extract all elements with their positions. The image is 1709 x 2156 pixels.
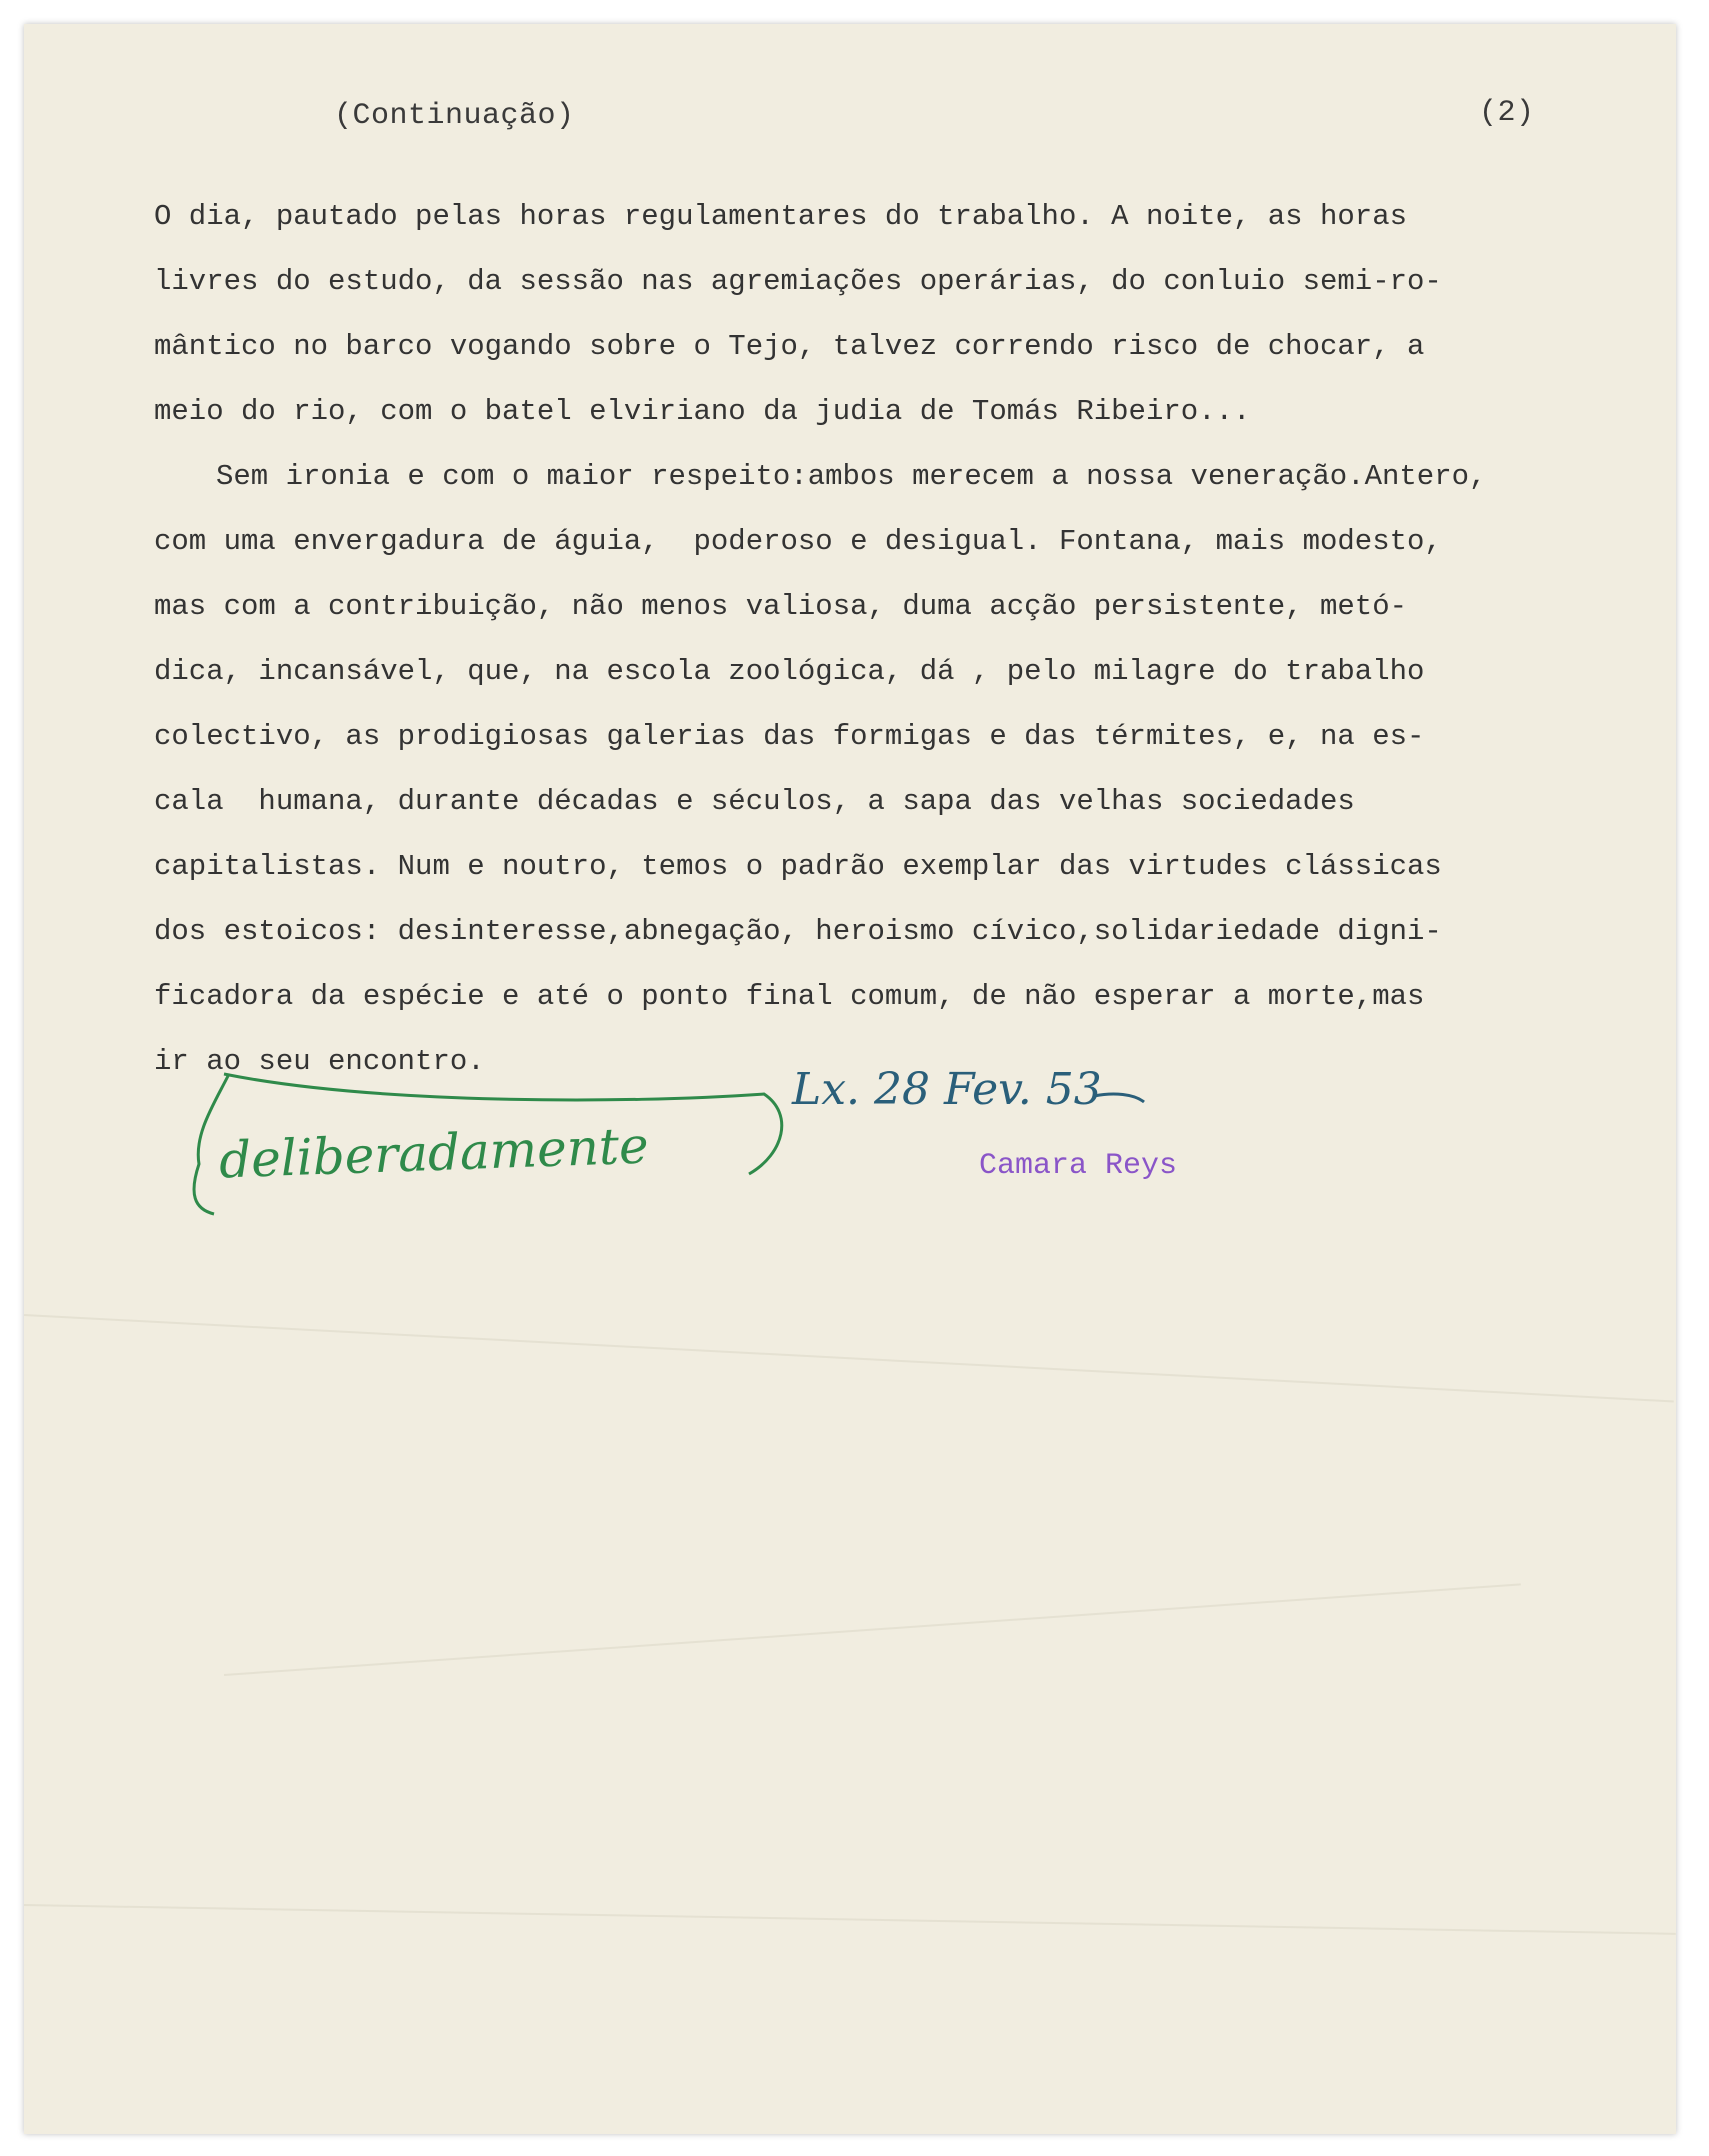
text-line: cala humana, durante décadas e séculos, a sapa das velhas sociedades bbox=[154, 785, 1355, 818]
text-line: dos estoicos: desinteresse,abnegação, heroismo cívico,solidariedade digni- bbox=[154, 915, 1442, 948]
text-line: dica, incansável, que, na escola zoológica, dá , pelo milagre do trabalho bbox=[154, 655, 1425, 688]
text-line: colectivo, as prodigiosas galerias das formigas e das térmites, e, na es- bbox=[154, 720, 1425, 753]
text-line: mas com a contribuição, não menos valiosa, duma acção persistente, metó- bbox=[154, 590, 1408, 623]
text-line: Sem ironia e com o maior respeito:ambos merecem a nossa veneração.Antero, bbox=[216, 460, 1487, 493]
text-line: ficadora da espécie e até o ponto final comum, de não esperar a morte,mas bbox=[154, 980, 1425, 1013]
typed-signature: Camara Reys bbox=[979, 1149, 1178, 1183]
continuation-heading: (Continuação) bbox=[334, 99, 575, 133]
document-page bbox=[24, 24, 1676, 2134]
page-number: (2) bbox=[1479, 96, 1535, 130]
text-line: mântico no barco vogando sobre o Tejo, talvez correndo risco de chocar, a bbox=[154, 330, 1425, 363]
handwritten-date: Lx. 28 Fev. 53 bbox=[792, 1064, 1102, 1115]
handwritten-note: deliberadamente bbox=[218, 1116, 650, 1190]
text-line: capitalistas. Num e noutro, temos o padrão exemplar das virtudes clássicas bbox=[154, 850, 1442, 883]
text-line: com uma envergadura de águia, poderoso e desigual. Fontana, mais modesto, bbox=[154, 525, 1442, 558]
text-line: livres do estudo, da sessão nas agremiações operárias, do conluio semi-ro- bbox=[154, 265, 1442, 298]
text-line: ir ao seu encontro. bbox=[154, 1045, 485, 1078]
text-line: O dia, pautado pelas horas regulamentares do trabalho. A noite, as horas bbox=[154, 200, 1408, 233]
text-line: meio do rio, com o batel elviriano da judia de Tomás Ribeiro... bbox=[154, 395, 1251, 428]
